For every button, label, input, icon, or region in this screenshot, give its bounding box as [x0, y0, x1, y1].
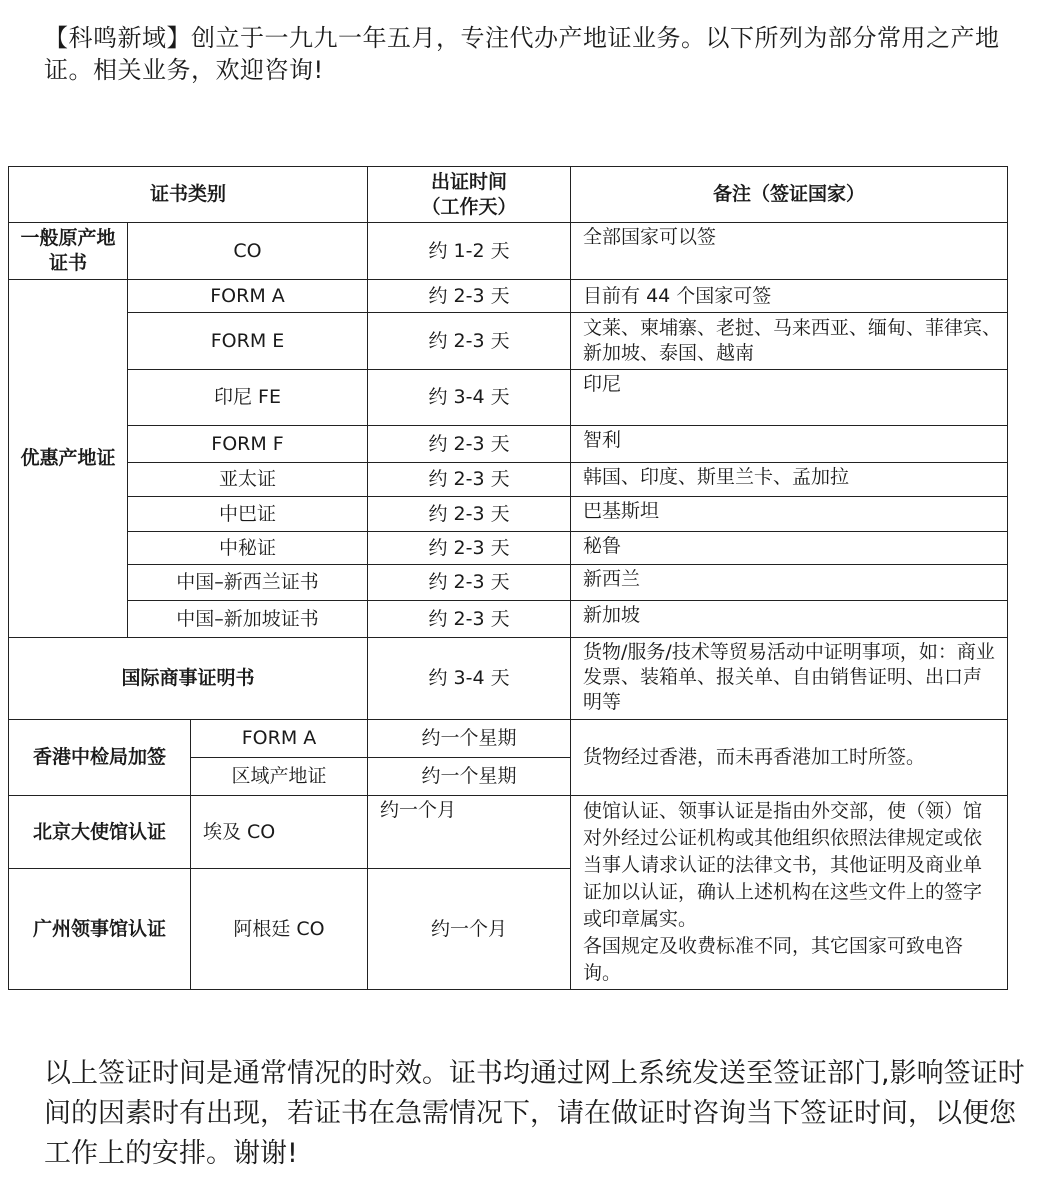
table-row: [9, 280, 1008, 313]
table-row: [9, 497, 1008, 532]
time-cell: 约 2-3 天: [368, 601, 571, 638]
table-row: [9, 463, 1008, 497]
note-cell: 新西兰: [571, 565, 1008, 601]
header-category: 证书类别: [9, 167, 368, 223]
time-cell: 约 2-3 天: [368, 532, 571, 565]
note-cell: 文莱、柬埔寨、老挝、马来西亚、缅甸、菲律宾、新加坡、泰国、越南: [571, 313, 1008, 370]
cert-cell: 阿根廷 CO: [191, 869, 368, 990]
time-cell: 约一个星期: [368, 720, 571, 758]
time-cell: 约一个月: [368, 796, 571, 869]
table-row: [9, 565, 1008, 601]
time-cell: 约一个星期: [368, 758, 571, 796]
intro-text: 【科鸣新域】创立于一九九一年五月，专注代办产地证业务。以下所列为部分常用之产地证。相关业务，欢迎咨询!: [44, 24, 1000, 84]
cert-cell: FORM E: [128, 313, 368, 370]
group-hongkong: 香港中检局加签: [9, 720, 191, 796]
cert-cell: 中秘证: [128, 532, 368, 565]
time-cell: 约 1-2 天: [368, 223, 571, 280]
embassy-note-cell: [571, 796, 1008, 990]
time-cell: 约 2-3 天: [368, 280, 571, 313]
embassy-note-2: 各国规定及收费标准不同，其它国家可致电咨询。: [583, 935, 964, 984]
cert-cell: 印尼 FE: [128, 370, 368, 426]
cert-cell: 中巴证: [128, 497, 368, 532]
table-row: [9, 638, 1008, 720]
header-time: 出证时间 （工作天）: [368, 167, 571, 223]
cert-cell: FORM F: [128, 426, 368, 463]
outro-text: 以上签证时间是通常情况的时效。证书均通过网上系统发送至签证部门,影响签证时间的因素时有出现，若证书在急需情况下，请在做证时咨询当下签证时间，以便您工作上的安排。谢谢!: [44, 1058, 1025, 1169]
note-cell: 目前有 44 个国家可签: [571, 280, 1008, 313]
time-cell: 约 3-4 天: [368, 370, 571, 426]
table-row: [9, 313, 1008, 370]
table-header-row: [9, 167, 1008, 223]
time-cell: 约一个月: [368, 869, 571, 990]
header-note: 备注（签证国家）: [571, 167, 1008, 223]
table-row: [9, 601, 1008, 638]
cert-cell: 区域产地证: [191, 758, 368, 796]
note-cell: 印尼: [571, 370, 1008, 426]
time-cell: 约 3-4 天: [368, 638, 571, 720]
embassy-note-1: 使馆认证、领事认证是指由外交部，使（领）馆对外经过公证机构或其他组织依照法律规定或依当事人请求认证的法律文书，其他证明及商业单证加以认证，确认上述机构在这些文件上的签字或印章属实。: [583, 800, 983, 930]
time-cell: 约 2-3 天: [368, 426, 571, 463]
cert-cell: 中国–新西兰证书: [128, 565, 368, 601]
cert-cell: 中国–新加坡证书: [128, 601, 368, 638]
table-row: [9, 532, 1008, 565]
table-row: [9, 796, 1008, 869]
cert-cell: FORM A: [128, 280, 368, 313]
table-row: [9, 426, 1008, 463]
note-cell: 巴基斯坦: [571, 497, 1008, 532]
table-row: [9, 720, 1008, 758]
note-cell: 秘鲁: [571, 532, 1008, 565]
note-cell: 韩国、印度、斯里兰卡、孟加拉: [571, 463, 1008, 497]
time-cell: 约 2-3 天: [368, 313, 571, 370]
group-beijing: 北京大使馆认证: [9, 796, 191, 869]
note-cell: 货物经过香港，而未再香港加工时所签。: [571, 720, 1008, 796]
group-general: 一般原产地证书: [9, 223, 128, 280]
note-cell: 全部国家可以签: [571, 223, 1008, 280]
time-cell: 约 2-3 天: [368, 497, 571, 532]
cert-cell: FORM A: [191, 720, 368, 758]
group-commercial: 国际商事证明书: [9, 638, 368, 720]
certificate-table: [8, 166, 1008, 990]
cert-cell: 埃及 CO: [191, 796, 368, 869]
note-cell: 货物/服务/技术等贸易活动中证明事项，如：商业发票、装箱单、报关单、自由销售证明、出口声明等: [571, 638, 1008, 720]
note-cell: 智利: [571, 426, 1008, 463]
table-row: [9, 223, 1008, 280]
time-cell: 约 2-3 天: [368, 463, 571, 497]
note-cell: 新加坡: [571, 601, 1008, 638]
group-guangzhou: 广州领事馆认证: [9, 869, 191, 990]
group-preferential: 优惠产地证: [9, 280, 128, 638]
table-row: [9, 370, 1008, 426]
time-cell: 约 2-3 天: [368, 565, 571, 601]
cert-cell: CO: [128, 223, 368, 280]
cert-cell: 亚太证: [128, 463, 368, 497]
